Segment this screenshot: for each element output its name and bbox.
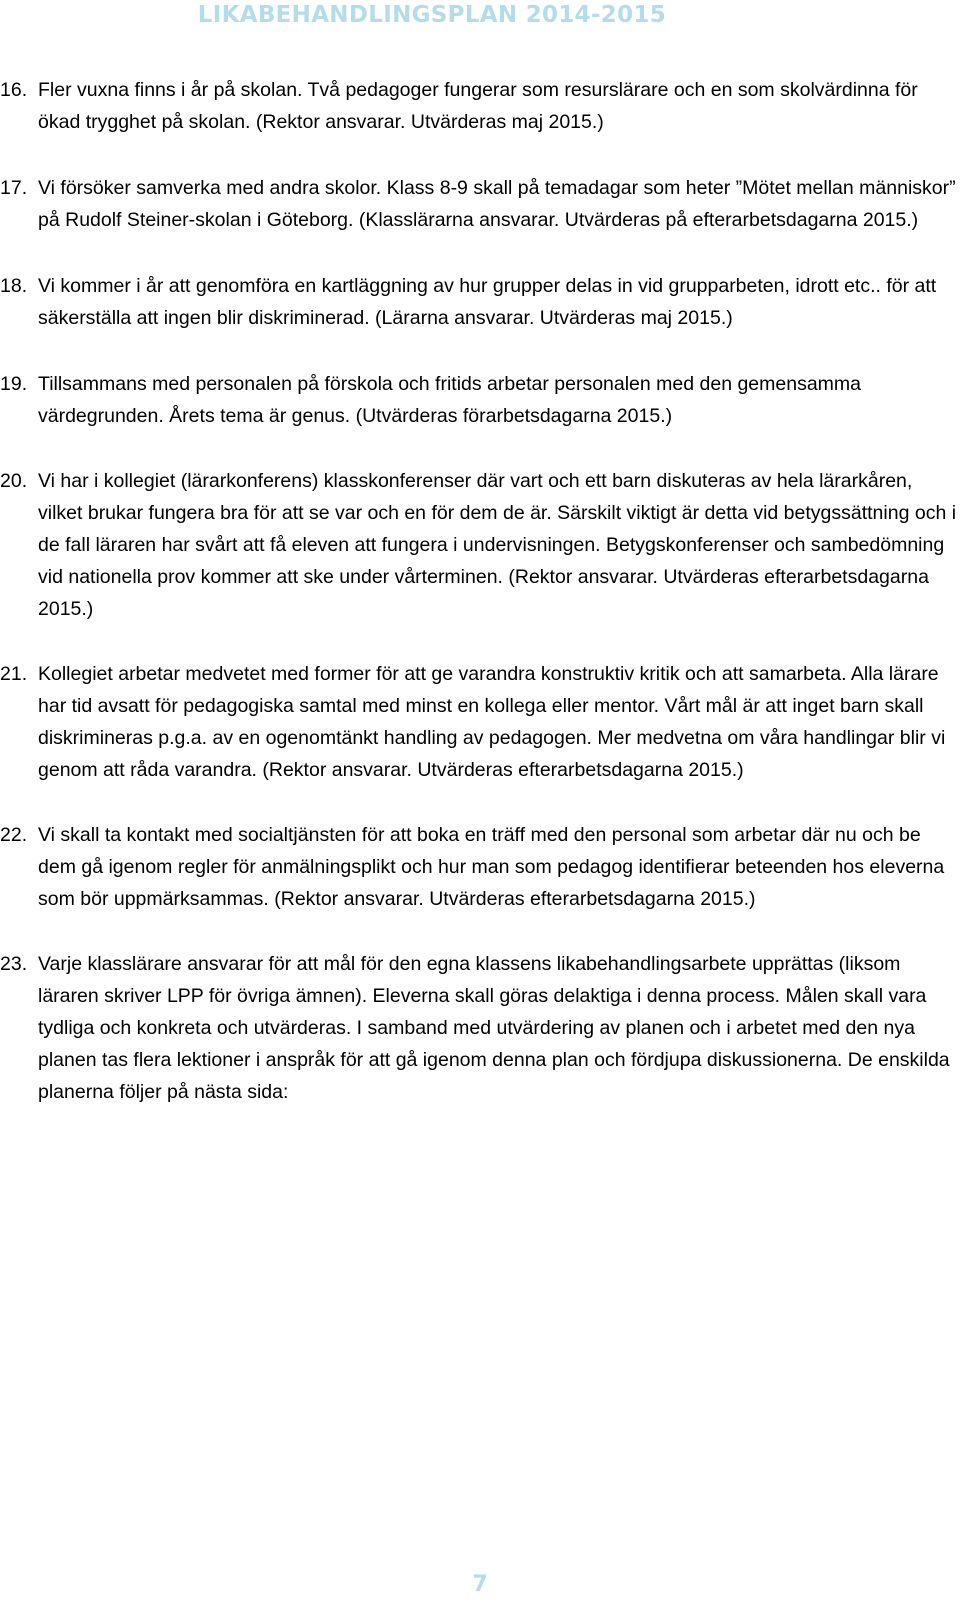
list-item xyxy=(0,819,958,915)
list-item xyxy=(0,658,958,786)
item-text: Tillsammans med personalen på förskola och fritids arbetar personalen med den gemensamma värdegrunden. Årets tema är genus. (Utvärderas förarbetsdagarna 2015.) xyxy=(38,373,862,427)
page-number: 7 xyxy=(472,1572,488,1597)
item-text: Fler vuxna finns i år på skolan. Två pedagoger fungerar som resurslärare och en som skolvärdinna för ökad trygghet på skolan. (Rektor ansvarar. Utvärderas maj 2015.) xyxy=(38,79,918,133)
item-number: 21. xyxy=(0,663,28,685)
list-item xyxy=(0,74,958,138)
item-number: 16. xyxy=(0,79,28,101)
list-item xyxy=(0,270,958,334)
item-text: Vi försöker samverka med andra skolor. Klass 8-9 skall på temadagar som heter ”Mötet mellan människor” på Rudolf Steiner-skolan i Göteborg. (Klasslärarna ansvarar. Utvärderas på efterarbetsdagarna 2015.) xyxy=(38,177,956,231)
item-number: 22. xyxy=(0,824,28,846)
list-item xyxy=(0,465,958,625)
list-item xyxy=(0,948,958,1108)
action-item-list xyxy=(0,74,960,1139)
item-number: 18. xyxy=(0,275,28,297)
item-number: 17. xyxy=(0,177,28,199)
item-number: 19. xyxy=(0,373,28,395)
item-text: Varje klasslärare ansvarar för att mål för den egna klassens likabehandlingsarbete upprättas (liksom läraren skriver LPP för övriga ämnen). Eleverna skall göras delaktiga i denna process. Målen skall vara tydliga och konkreta och utvärderas. I samband med utvärdering av planen och i arbetet med den nya planen tas flera lektioner i anspråk för att gå igenom denna plan och fördjupa diskussionerna. De enskilda planerna följer på nästa sida: xyxy=(38,953,950,1103)
item-text: Vi har i kollegiet (lärarkonferens) klasskonferenser där vart och ett barn diskuteras av hela lärarkåren, vilket brukar fungera bra för att se var och en för dem de är. Särskilt viktigt är detta vid betygssättning och i de fall läraren har svårt att få eleven att fungera i undervisningen. Betygskonferenser och sambedömning vid nationella prov kommer att ske under vårterminen. (Rektor ansvarar. Utvärderas efterarbetsdagarna 2015.) xyxy=(38,470,957,620)
list-item xyxy=(0,172,958,236)
item-number: 23. xyxy=(0,953,28,975)
item-text: Vi skall ta kontakt med socialtjänsten för att boka en träff med den personal som arbetar där nu och be dem gå igenom regler för anmälningsplikt och hur man som pedagog identifierar beteenden hos eleverna som bör uppmärksammas. (Rektor ansvarar. Utvärderas efterarbetsdagarna 2015.) xyxy=(38,824,945,910)
list-item xyxy=(0,368,958,432)
item-number: 20. xyxy=(0,470,28,492)
document-header-title: LIKABEHANDLINGSPLAN 2014-2015 xyxy=(197,2,666,28)
item-text: Kollegiet arbetar medvetet med former för att ge varandra konstruktiv kritik och att samarbeta. Alla lärare har tid avsatt för pedagogiska samtal med minst en kollega eller mentor. Vårt mål är att inget barn skall diskrimineras p.g.a. av en ogenomtänkt handling av pedagogen. Mer medvetna om våra handlingar blir vi genom att råda varandra. (Rektor ansvarar. Utvärderas efterarbetsdagarna 2015.) xyxy=(38,663,946,781)
item-text: Vi kommer i år att genomföra en kartläggning av hur grupper delas in vid grupparbeten, idrott etc.. för att säkerställa att ingen blir diskriminerad. (Lärarna ansvarar. Utvärderas maj 2015.) xyxy=(38,275,937,329)
